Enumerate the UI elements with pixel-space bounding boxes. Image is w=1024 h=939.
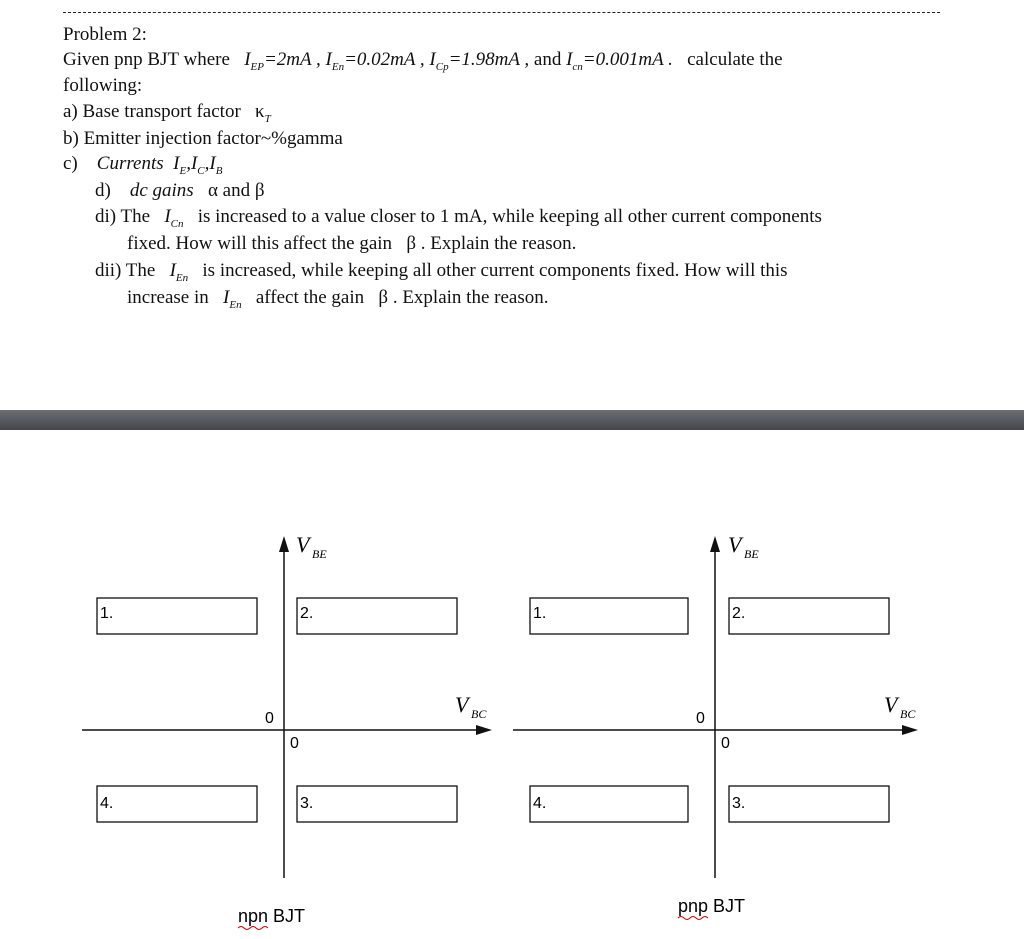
item-c: c) Currents $I_E,I_C,I_B$	[63, 153, 223, 177]
npn-spellcheck-squiggle	[238, 927, 268, 930]
item-dii-cont: increase in $I_{En}$ affect the gain β . Explain the reason.	[127, 287, 549, 311]
npn-vbe-arrow	[279, 536, 289, 552]
pnp-box-4	[530, 786, 688, 822]
pnp-box-1	[530, 598, 688, 634]
pnp-vbc-arrow	[902, 725, 918, 735]
npn-box-4	[97, 786, 257, 822]
pnp-box-3-label: 3.	[732, 795, 746, 812]
npn-box-2	[297, 598, 457, 634]
npn-vbe-sub: BE	[312, 547, 327, 561]
npn-vbc-sub: BC	[471, 707, 487, 721]
pnp-diagram	[513, 532, 918, 920]
item-di: di) The $I_{Cn}$ is increased to a value closer to 1 mA, while keeping all other current components	[95, 206, 822, 230]
problem-title: Problem 2:	[63, 24, 147, 45]
npn-diagram	[82, 532, 492, 930]
page-separator-bar	[0, 410, 1024, 430]
pnp-spellcheck-squiggle	[678, 917, 708, 920]
pnp-box-4-label: 4.	[533, 795, 547, 812]
pnp-box-2-label: 2.	[732, 605, 746, 622]
dashed-divider	[63, 12, 940, 13]
npn-box-2-label: 2.	[300, 605, 314, 622]
pnp-box-3	[729, 786, 889, 822]
given-line: Given pnp BJT where $I_{EP}=2mA$ , $I_{En}=0.02mA$ , $I_{Cp}=1.98mA$ , and $I_{cn}=0.001mA$ . calculate the	[63, 49, 783, 73]
item-a: a) Base transport factor $\kappa_T$	[63, 101, 271, 125]
item-d: d) dc gains α and β	[95, 180, 265, 201]
npn-vbc-arrow	[476, 725, 492, 735]
item-dii: dii) The $I_{En}$ is increased, while keeping all other current components fixed. How will this	[95, 260, 788, 284]
npn-box-1	[97, 598, 257, 634]
pnp-origin-label-b: 0	[721, 735, 730, 752]
pnp-origin-label-a: 0	[696, 710, 705, 727]
item-di-cont: fixed. How will this affect the gain β . Explain the reason.	[127, 233, 577, 254]
npn-vbc-label: V	[455, 692, 469, 717]
npn-box-3	[297, 786, 457, 822]
pnp-vbe-label: V	[728, 532, 742, 557]
pnp-box-1-label: 1.	[533, 605, 547, 622]
npn-origin-label-b: 0	[290, 735, 299, 752]
pnp-box-2	[729, 598, 889, 634]
pnp-vbc-sub: BC	[900, 707, 916, 721]
npn-box-3-label: 3.	[300, 795, 314, 812]
npn-origin-label-a: 0	[265, 710, 274, 727]
item-b: b) Emitter injection factor~%gamma	[63, 128, 343, 149]
pnp-vbe-sub: BE	[744, 547, 759, 561]
pnp-vbe-arrow	[710, 536, 720, 552]
npn-box-1-label: 1.	[100, 605, 114, 622]
pnp-caption: pnp BJT	[678, 896, 746, 916]
npn-caption: npn BJT	[238, 906, 306, 926]
npn-box-4-label: 4.	[100, 795, 114, 812]
following-text: following:	[63, 75, 143, 96]
pnp-vbc-label: V	[884, 692, 898, 717]
npn-vbe-label: V	[296, 532, 310, 557]
bjt-region-diagrams	[0, 430, 1024, 939]
